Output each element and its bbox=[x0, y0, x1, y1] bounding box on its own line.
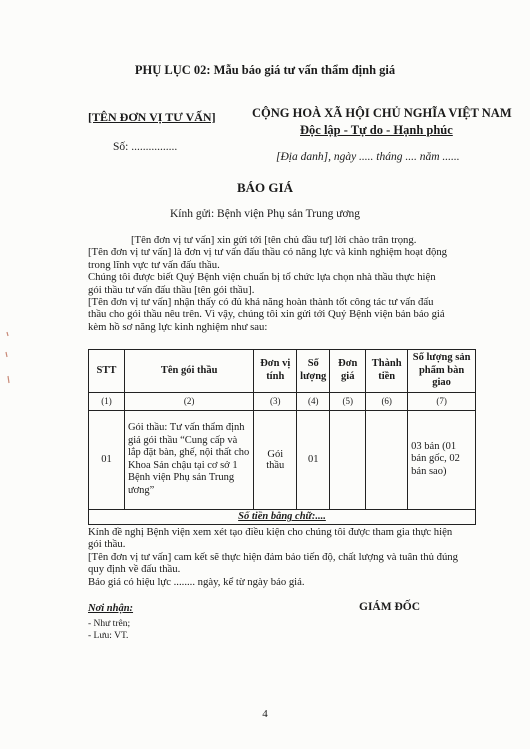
header-deliverables: Số lượng sản phẩm bàn giao bbox=[408, 350, 476, 393]
table-row bbox=[89, 410, 476, 509]
place-date-line: [Địa danh], ngày ..... tháng .... năm ...... bbox=[276, 151, 460, 163]
cell-unit-price bbox=[330, 410, 366, 509]
cell-stt: 01 bbox=[89, 410, 125, 509]
national-motto: Độc lập - Tự do - Hạnh phúc bbox=[300, 123, 453, 137]
recipient-item: - Lưu: VT. bbox=[88, 631, 129, 641]
table-index-row bbox=[89, 392, 476, 410]
cell-deliverables: 03 bản (01 bản gốc, 02 bản sao) bbox=[408, 410, 476, 509]
index-cell: (2) bbox=[124, 392, 253, 410]
header-package-name: Tên gói thầu bbox=[124, 350, 253, 393]
commitment-paragraph: [Tên đơn vị tư vấn] cam kết sẽ thực hiện đảm bảo tiến độ, chất lượng và tuân thủ đúng quy định về đấu thầu. bbox=[88, 550, 458, 576]
body-paragraph: Chúng tôi được biết Quý Bệnh viện chuẩn bị tổ chức lựa chọn nhà thầu thực hiện gói thầu tư vấn đấu thầu [tên gói thầu]. bbox=[88, 271, 436, 296]
cell-unit: Gói thầu bbox=[254, 410, 297, 509]
recipients-label: Nơi nhận: bbox=[88, 603, 134, 614]
recipient-item: - Như trên; bbox=[88, 619, 131, 629]
signatory-title: GIÁM ĐỐC bbox=[359, 601, 421, 613]
header-unit-price: Đơn giá bbox=[330, 350, 366, 393]
page-number: 4 bbox=[262, 708, 268, 720]
country-name: CỘNG HOÀ XÃ HỘI CHỦ NGHĨA VIỆT NAM bbox=[252, 106, 512, 120]
index-cell: (5) bbox=[330, 392, 366, 410]
table-total-row bbox=[89, 509, 476, 524]
index-cell: (6) bbox=[366, 392, 408, 410]
quotation-table bbox=[88, 349, 476, 525]
document-number: Số: ................ bbox=[113, 141, 178, 153]
header-stt: STT bbox=[89, 350, 125, 393]
total-in-words-label: Số tiền bằng chữ:.... bbox=[238, 511, 326, 522]
document-title: BÁO GIÁ bbox=[237, 180, 293, 195]
body-paragraph: [Tên đơn vị tư vấn] là đơn vị tư vấn đấu thầu có năng lực và kinh nghiệm hoạt động trong lĩnh vực tư vấn đấu thầu. bbox=[88, 246, 448, 271]
total-in-words-cell bbox=[89, 509, 476, 524]
validity-paragraph: Báo giá có hiệu lực ........ ngày, kể từ ngày báo giá. bbox=[88, 575, 305, 588]
index-cell: (4) bbox=[297, 392, 330, 410]
header-quantity: Số lượng bbox=[297, 350, 330, 393]
letter-body bbox=[88, 234, 448, 333]
table-header-row bbox=[89, 350, 476, 393]
greeting-paragraph: [Tên đơn vị tư vấn] xin gửi tới [tên chủ đầu tư] lời chào trân trọng. bbox=[131, 234, 417, 246]
appendix-title: PHỤ LỤC 02: Mẫu báo giá tư vấn thẩm định giá bbox=[134, 63, 396, 77]
request-paragraph: Kính đề nghị Bệnh viện xem xét tạo điều kiện cho chúng tôi được tham gia thực hiện gói thầu. bbox=[88, 526, 453, 551]
cell-quantity: 01 bbox=[297, 410, 330, 509]
header-amount: Thành tiền bbox=[366, 350, 408, 393]
closing-paragraphs bbox=[88, 526, 463, 588]
recipient-line: Kính gửi: Bệnh viện Phụ sản Trung ương bbox=[169, 208, 361, 220]
header-unit: Đơn vị tính bbox=[254, 350, 297, 393]
cell-amount bbox=[366, 410, 408, 509]
binding-marks bbox=[4, 330, 12, 390]
index-cell: (1) bbox=[89, 392, 125, 410]
index-cell: (3) bbox=[254, 392, 297, 410]
index-cell: (7) bbox=[408, 392, 476, 410]
cell-package-name: Gói thầu: Tư vấn thẩm định giá gói thầu “Cung cấp và lắp đặt bàn, ghế, nội thất cho Khoa Sản chậu tại cơ sở 1 Bệnh viện Phụ sản Trung ương” bbox=[124, 410, 253, 509]
body-paragraph: [Tên đơn vị tư vấn] nhận thấy có đủ khả năng hoàn thành tốt công tác tư vấn đấu thầu cho gói thầu nêu trên. Vì vậy, chúng tôi xin gửi tới Quý Bệnh viện bản báo giá kèm hồ sơ năng lực kinh nghiệm như sau: bbox=[88, 296, 445, 333]
recipients-list bbox=[88, 618, 130, 642]
org-name: [TÊN ĐƠN VỊ TƯ VẤN] bbox=[88, 110, 216, 124]
